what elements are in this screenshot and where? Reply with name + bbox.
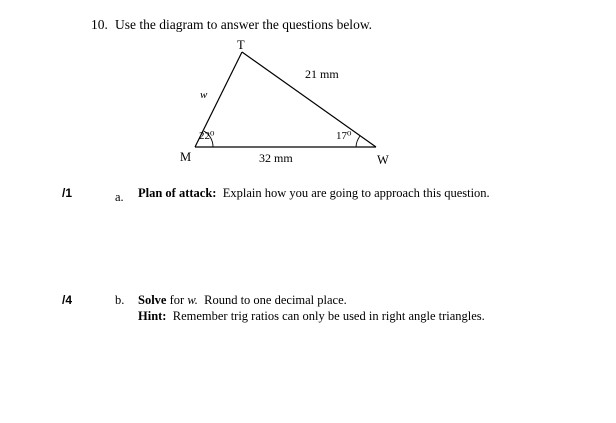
question-number: 10. xyxy=(91,17,108,32)
part-a-text xyxy=(138,186,490,201)
side-mt-label: w xyxy=(200,89,208,101)
part-b-heading: Solve xyxy=(138,293,167,307)
part-b-hint-text: Remember trig ratios can only be used in right angle triangles. xyxy=(172,309,485,323)
vertex-t-label: T xyxy=(237,38,245,52)
part-b-variable: w. xyxy=(187,293,198,307)
part-b-for: for xyxy=(169,293,185,307)
angle-w-label: 17⁰ xyxy=(336,130,352,142)
part-a-letter: a. xyxy=(115,190,124,204)
side-tw-label: 21 mm xyxy=(305,67,339,81)
part-b-hint xyxy=(138,309,485,324)
part-b-instruction: Round to one decimal place. xyxy=(204,293,347,307)
part-a-heading: Plan of attack: xyxy=(138,186,217,200)
vertex-m-label: M xyxy=(180,150,192,164)
part-b-text xyxy=(138,293,347,308)
part-b-marks: /4 xyxy=(62,293,73,307)
angle-m-label: 22⁰ xyxy=(199,130,215,142)
vertex-w-label: W xyxy=(377,153,389,167)
part-b-hint-label: Hint: xyxy=(138,309,167,323)
part-b-letter: b. xyxy=(115,293,125,307)
part-a-marks: /1 xyxy=(62,186,73,200)
part-a-instruction: Explain how you are going to approach this question. xyxy=(222,186,490,200)
side-mw-label: 32 mm xyxy=(259,151,293,165)
question-prompt: Use the diagram to answer the questions below. xyxy=(115,17,373,32)
angle-w-arc xyxy=(356,136,360,147)
